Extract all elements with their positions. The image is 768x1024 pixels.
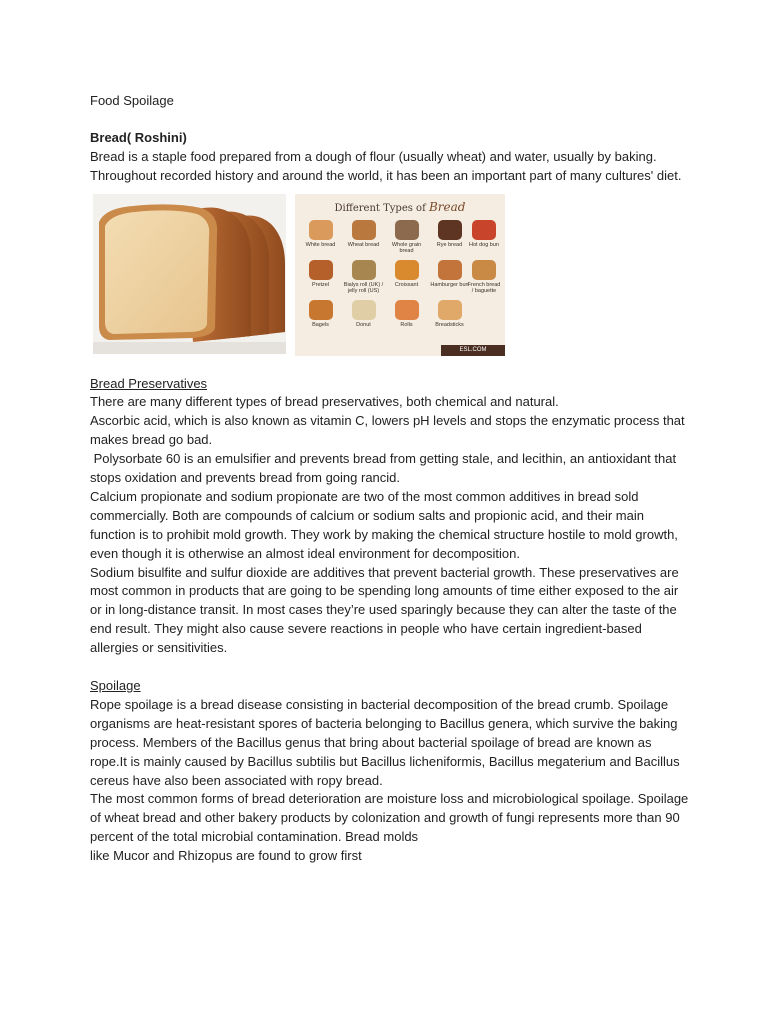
chart-item (299, 218, 342, 256)
chart-item-grid (299, 218, 471, 336)
document-title: Food Spoilage (90, 93, 174, 108)
chart-side-column (467, 218, 501, 298)
spoilage-heading: Spoilage (90, 678, 141, 693)
chart-item-label: Croissant (394, 281, 419, 288)
bread-types-chart (295, 194, 505, 356)
preservatives-paragraph: Sodium bisulfite and sulfur dioxide are additives that prevent bacterial growth. These preservatives are most common in products that are going to be spending long amounts of time either exposed to the air or in long-distance transit. In most cases they’re used sparingly because they can alter the taste of the end result. They might also cause severe reactions in people who have certain ingredient-based allergies or sensitivities. (90, 564, 679, 656)
bread-icon (395, 220, 419, 240)
chart-footer-badge: ESL.COM (441, 345, 505, 356)
chart-item (467, 260, 501, 298)
chart-item (428, 298, 471, 336)
chart-item (299, 298, 342, 336)
preservatives-heading: Bread Preservatives (90, 375, 208, 391)
bread-icon (352, 260, 376, 280)
bread-icon (438, 300, 462, 320)
chart-item (385, 258, 428, 296)
chart-item (299, 258, 342, 296)
bread-heading: Bread( Roshini) (90, 129, 187, 145)
images-row (93, 194, 690, 356)
preservatives-paragraph: Polysorbate 60 is an emulsifier and prevents bread from getting stale, and lecithin, an antioxidant that stops oxidation and prevents bread from going rancid. (90, 451, 680, 486)
chart-title (295, 198, 505, 219)
chart-title-prefix: Different Types of (334, 202, 426, 214)
chart-item-label: Wheat bread (347, 241, 380, 248)
spoilage-paragraph: Rope spoilage is a bread disease consisting in bacterial decomposition of the bread crumb. Spoilage organisms are heat-resistant spores of bacteria belonging to Bacillus genera, which survive the baking process. Members of the Bacillus genus that bring about bacterial spoilage of bread are known as rope.It is mainly caused by Bacillus subtilis but Bacillus licheniformis, Bacillus megaterium and Bacillus cereus have also been associated with ropy bread. (90, 696, 680, 788)
chart-item-label: Whole grain bread (391, 241, 422, 254)
bread-icon (309, 300, 333, 320)
chart-item-label: Hot dog bun (469, 241, 499, 248)
bread-icon (309, 260, 333, 280)
chart-item (467, 220, 501, 258)
chart-item (385, 298, 428, 336)
bread-intro: Bread is a staple food prepared from a dough of flour (usually wheat) and water, usually by baking. Throughout recorded history and around the world, it has been an important part of many cultures' diet. (90, 148, 682, 183)
chart-item (428, 258, 471, 296)
preservatives-paragraph: There are many different types of bread preservatives, both chemical and natural. (90, 394, 559, 410)
bread-icon (438, 260, 462, 280)
chart-item-label: Hamburger bun (430, 281, 469, 288)
chart-title-script: Bread (428, 199, 466, 214)
chart-item (385, 218, 428, 256)
bread-icon (352, 220, 376, 240)
bread-icon (438, 220, 462, 240)
chart-item (428, 218, 471, 256)
bread-icon (395, 260, 419, 280)
chart-item-label: Bagels (312, 321, 329, 328)
sliced-bread-photo (93, 194, 286, 354)
sliced-bread-illustration (93, 194, 286, 354)
spoilage-paragraph: like Mucor and Rhizopus are found to grow first (90, 848, 362, 864)
chart-item-label: Breadsticks (435, 321, 464, 328)
preservatives-paragraph: Calcium propionate and sodium propionate are two of the most common additives in bread sold commercially. Both are compounds of calcium or sodium salts and propionic acid, and their main function is to prohibit mold growth. They work by making the chemical structure hostile to mold growth, even though it is otherwise an almost ideal environment for decomposition. (90, 488, 678, 561)
chart-item-label: Bialys roll (UK) / jelly roll (US) (343, 281, 384, 294)
spoilage-paragraph: The most common forms of bread deterioration are moisture loss and microbiological spoilage. Spoilage of wheat bread and other bakery products by colonization and growth of fungi represents more than 90 percent of the total microbial contamination. Bread molds (90, 791, 689, 845)
chart-item-label: White bread (305, 241, 336, 248)
bread-icon (472, 220, 496, 240)
chart-item-label: Rolls (400, 321, 413, 328)
bread-icon (395, 300, 419, 320)
chart-item-label: Donut (356, 321, 371, 328)
bread-icon (472, 260, 496, 280)
document-page (90, 92, 690, 866)
chart-item (342, 258, 385, 296)
preservatives-paragraph: Ascorbic acid, which is also known as vitamin C, lowers pH levels and stops the enzymatic process that makes bread go bad. (90, 413, 685, 448)
bread-icon (309, 220, 333, 240)
bread-icon (352, 300, 376, 320)
chart-item (342, 218, 385, 256)
chart-item-label: French bread / baguette (467, 281, 501, 294)
chart-item-label: Rye bread (436, 241, 463, 248)
chart-item (342, 298, 385, 336)
chart-item-label: Pretzel (311, 281, 330, 288)
